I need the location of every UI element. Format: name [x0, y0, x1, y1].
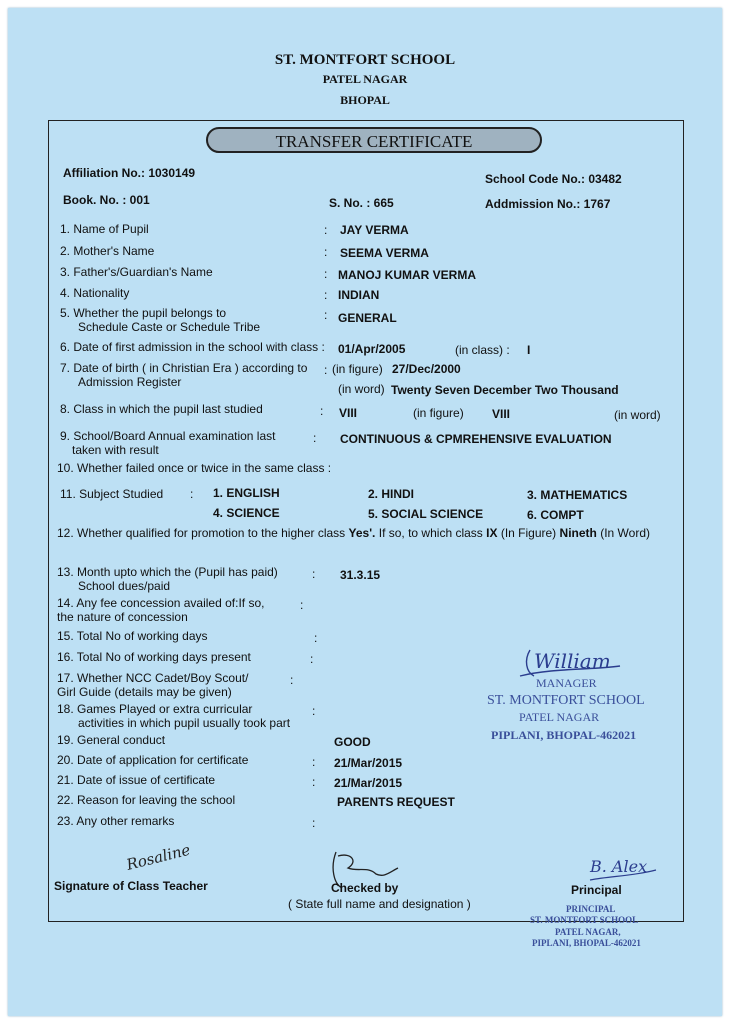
- school-area: PATEL NAGAR: [322, 72, 408, 86]
- subject-5: 5. SOCIAL SCIENCE: [368, 507, 484, 521]
- school-code: School Code No.: 03482: [485, 172, 622, 186]
- item-9-value: CONTINUOUS & CPMREHENSIVE EVALUATION: [340, 432, 612, 446]
- item-13-label-cont: School dues/paid: [78, 579, 171, 593]
- certificate-title: TRANSFER CERTIFICATE: [206, 127, 542, 153]
- affiliation-number: Affiliation No.: 1030149: [63, 166, 196, 180]
- colon: :: [324, 245, 328, 259]
- subject-1: 1. ENGLISH: [213, 486, 280, 500]
- principal-signature: [586, 850, 662, 884]
- item-8-label: 8. Class in which the pupil last studied: [60, 402, 263, 416]
- colon: :: [324, 363, 328, 377]
- manager-stamp-school: ST. MONTFORT SCHOOL: [487, 693, 645, 708]
- item-5-value: GENERAL: [338, 311, 397, 325]
- colon: :: [312, 704, 316, 718]
- principal-stamp-area: PATEL NAGAR,: [555, 927, 621, 937]
- item-4-value: INDIAN: [338, 288, 380, 302]
- principal-stamp-address: PIPLANI, BHOPAL-462021: [532, 938, 641, 948]
- principal-stamp-school: ST. MONTFORT SCHOOL: [530, 915, 639, 925]
- item-2-label: 2. Mother's Name: [60, 244, 155, 258]
- item-8-word-label: (in word): [614, 408, 661, 422]
- item-14-label-cont: the nature of concession: [57, 610, 188, 624]
- colon: :: [324, 223, 328, 237]
- colon: :: [314, 631, 318, 645]
- item-11-label: 11. Subject Studied: [60, 487, 164, 501]
- item-8-fig-label: (in figure): [413, 406, 464, 420]
- item-22-value: PARENTS REQUEST: [337, 795, 455, 809]
- admission-number: Addmission No.: 1767: [485, 197, 611, 211]
- item-7-word-value: Twenty Seven December Two Thousand: [391, 383, 619, 397]
- item-7-word-label: (in word): [338, 382, 385, 396]
- item-14-label: 14. Any fee concession availed of:If so,: [57, 596, 265, 610]
- colon: :: [324, 267, 328, 281]
- item-18-label: 18. Games Played or extra curricular: [57, 702, 253, 716]
- manager-signature-text: William: [534, 649, 611, 673]
- item-5-label-cont: Schedule Caste or Schedule Tribe: [78, 320, 261, 334]
- colon: :: [190, 487, 194, 501]
- school-name: ST. MONTFORT SCHOOL: [274, 52, 456, 68]
- manager-stamp-address: PIPLANI, BHOPAL-462021: [491, 728, 637, 742]
- checked-by-label: Checked by: [331, 881, 399, 895]
- colon: :: [320, 404, 324, 418]
- item-19-label: 19. General conduct: [57, 733, 166, 747]
- class-teacher-label: Signature of Class Teacher: [54, 879, 208, 893]
- manager-stamp-title: MANAGER: [536, 676, 597, 690]
- principal-signature-text: B. Alex: [590, 857, 648, 876]
- item-7-label-cont: Admission Register: [78, 375, 182, 389]
- colon: :: [324, 308, 328, 322]
- class-teacher-signature: [122, 842, 212, 882]
- item-3-label: 3. Father's/Guardian's Name: [60, 265, 213, 279]
- subject-6: 6. COMPT: [527, 508, 584, 522]
- item-6-class-label: (in class) :: [455, 343, 510, 357]
- colon: :: [324, 288, 328, 302]
- item-13-value: 31.3.15: [340, 568, 381, 582]
- colon: :: [300, 598, 304, 612]
- item-1-label: 1. Name of Pupil: [60, 222, 149, 236]
- item-17-label: 17. Whether NCC Cadet/Boy Scout/: [57, 671, 249, 685]
- state-name-note: ( State full name and designation ): [288, 897, 471, 911]
- subject-2: 2. HINDI: [368, 487, 415, 501]
- item-6-class-value: I: [527, 343, 531, 357]
- subject-4: 4. SCIENCE: [213, 506, 280, 520]
- principal-label: Principal: [571, 883, 622, 897]
- item-21-label: 21. Date of issue of certificate: [57, 773, 216, 787]
- item-8-fig-value: VIII: [339, 406, 358, 420]
- item-22-label: 22. Reason for leaving the school: [57, 793, 236, 807]
- item-7-fig-value: 27/Dec/2000: [392, 362, 461, 376]
- item-4-label: 4. Nationality: [60, 286, 130, 300]
- serial-number: S. No. : 665: [329, 196, 394, 210]
- colon: :: [313, 431, 317, 445]
- item-13-label: 13. Month upto which the (Pupil has paid): [57, 565, 278, 579]
- item-20-label: 20. Date of application for certificate: [57, 753, 249, 767]
- item-9-label-cont: taken with result: [72, 443, 159, 457]
- item-9-label: 9. School/Board Annual examination last: [60, 429, 276, 443]
- manager-stamp-area: PATEL NAGAR: [519, 710, 600, 724]
- item-15-label: 15. Total No of working days: [57, 629, 208, 643]
- principal-stamp-title: PRINCIPAL: [566, 904, 616, 914]
- item-18-label-cont: activities in which pupil usually took part: [78, 716, 291, 730]
- colon: :: [312, 816, 316, 830]
- item-1-value: JAY VERMA: [340, 223, 409, 237]
- school-city: BHOPAL: [340, 93, 390, 107]
- colon: :: [290, 673, 294, 687]
- item-23-label: 23. Any other remarks: [57, 814, 175, 828]
- item-19-value: GOOD: [334, 735, 371, 749]
- item-12-text: 12. Whether qualified for promotion to the higher class Yes'. If so, to which class IX (In Figure) Nineth (In Word): [57, 526, 651, 540]
- colon: :: [312, 755, 316, 769]
- item-5-label: 5. Whether the pupil belongs to: [60, 306, 227, 320]
- item-8-word-value: VIII: [492, 407, 511, 421]
- item-6-date: 01/Apr/2005: [338, 342, 406, 356]
- colon: :: [310, 652, 314, 666]
- subject-3: 3. MATHEMATICS: [527, 488, 628, 502]
- item-20-value: 21/Mar/2015: [334, 756, 403, 770]
- item-3-value: MANOJ KUMAR VERMA: [338, 268, 476, 282]
- item-7-label: 7. Date of birth ( in Christian Era ) according to: [60, 361, 308, 375]
- item-2-value: SEEMA VERMA: [340, 246, 429, 260]
- item-16-label: 16. Total No of working days present: [57, 650, 251, 664]
- item-21-value: 21/Mar/2015: [334, 776, 403, 790]
- item-7-fig-label: (in figure): [332, 362, 383, 376]
- item-6-label: 6. Date of first admission in the school with class :: [60, 340, 325, 354]
- colon: :: [312, 775, 316, 789]
- book-number: Book. No. : 001: [63, 193, 150, 207]
- item-17-label-cont: Girl Guide (details may be given): [57, 685, 232, 699]
- item-10-label: 10. Whether failed once or twice in the same class :: [57, 461, 332, 475]
- class-teacher-signature-text: Rosaline: [124, 840, 193, 874]
- colon: :: [312, 567, 316, 581]
